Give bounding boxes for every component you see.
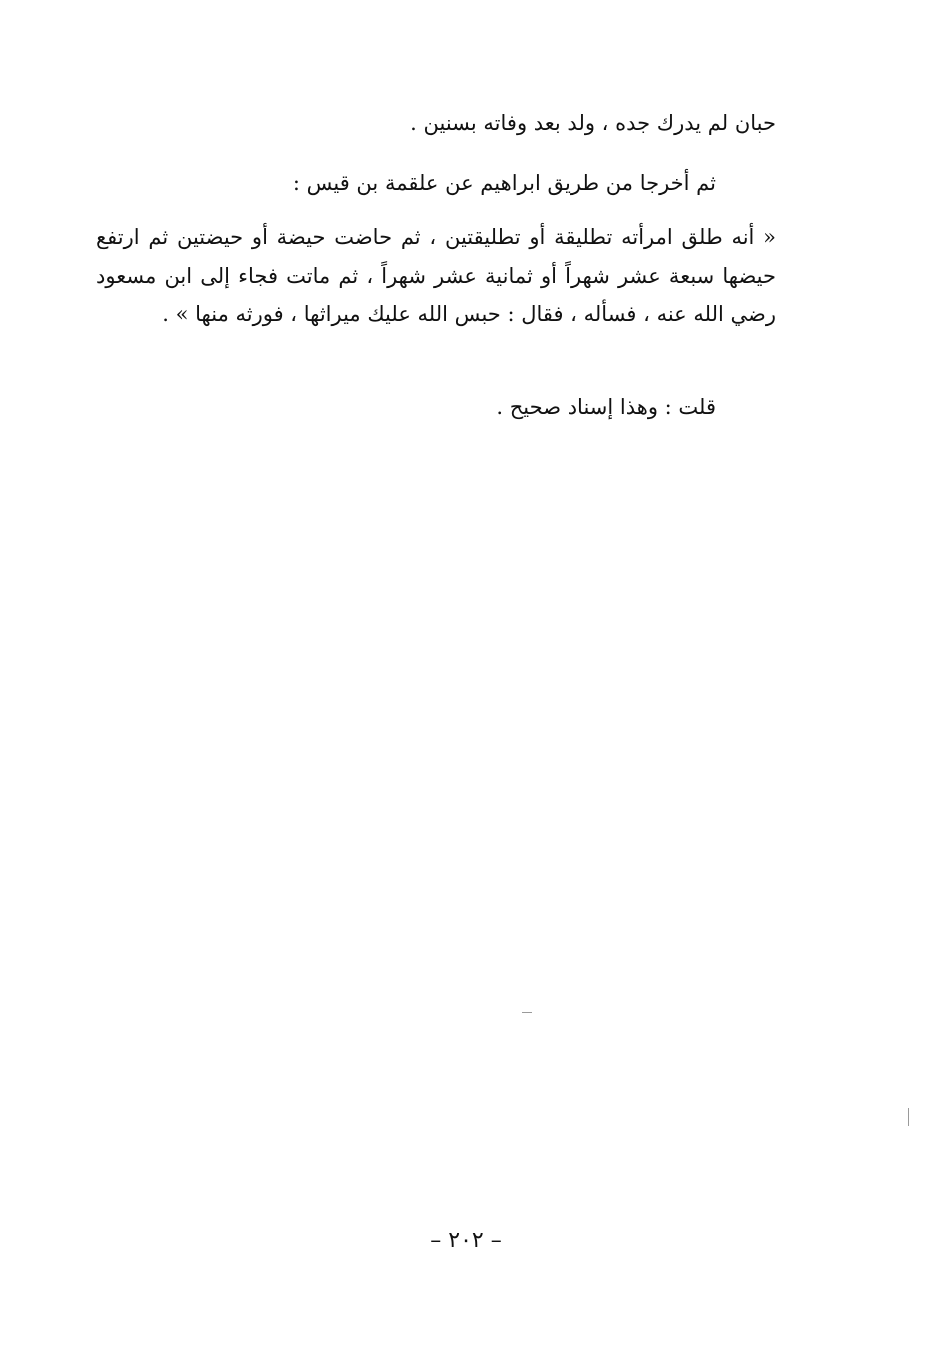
author-comment: قلت : وهذا إسناد صحيح . bbox=[496, 395, 716, 419]
paragraph-narration: ثم أخرجا من طريق ابراهيم عن علقمة بن قيس : bbox=[292, 171, 716, 195]
scan-speck bbox=[522, 1012, 532, 1013]
scan-speck bbox=[908, 1108, 909, 1126]
quoted-hadith: « أنه طلق امرأته تطليقة أو تطليقتين ، ثم حاضت حيضة أو حيضتين ثم ارتفع حيضها سبعة عشر شهراً أو ثمانية عشر شهراً ، ثم ماتت فجاء إلى ابن مسعود رضي الله عنه ، فسأله ، فقال : حبس الله عليك ميراثها ، فورثه منها » . bbox=[96, 225, 776, 326]
page-number: – ٢٠٢ – bbox=[430, 1228, 502, 1253]
paragraph-continuation: حبان لم يدرك جده ، ولد بعد وفاته بسنين . bbox=[410, 111, 776, 135]
